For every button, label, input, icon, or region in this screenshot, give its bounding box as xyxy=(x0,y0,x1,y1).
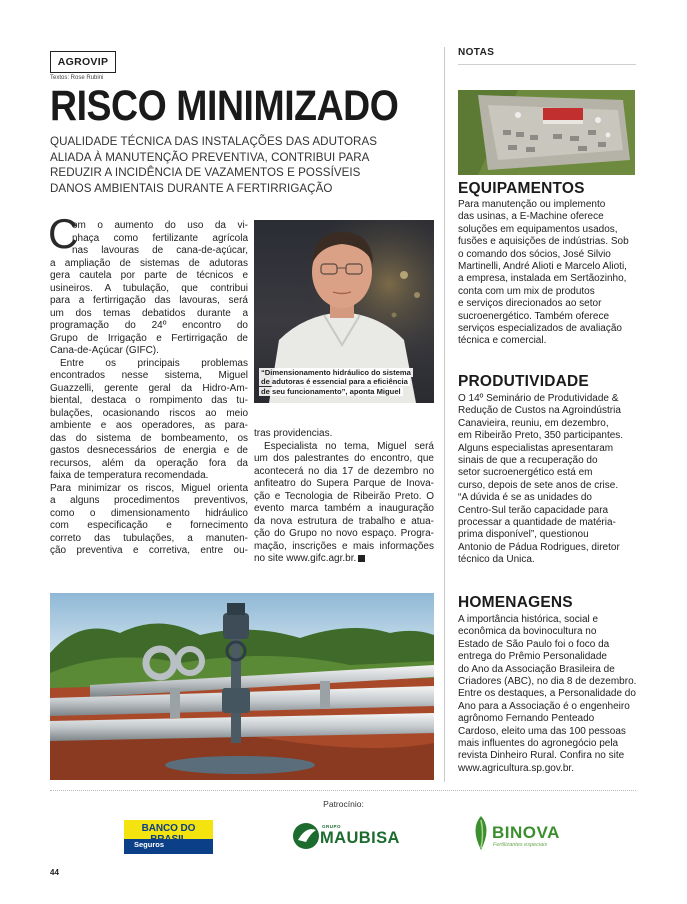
maubisa-logo xyxy=(292,820,412,854)
bb-logo-name: BANCO DO xyxy=(141,823,196,834)
body-line: nas lavouras de cana-de-açúcar, xyxy=(72,245,248,256)
note-text-homenagens xyxy=(458,614,636,775)
body-line: Cana-de-Açúcar (GIFC). xyxy=(50,345,159,356)
note-line: técnico da Unica. xyxy=(458,554,535,566)
binova-tagline: Fertilizantes especiais xyxy=(493,842,548,848)
note-line: Canavieira, reuniu, em dezembro, xyxy=(458,417,609,429)
note-line: A importância histórica, social e xyxy=(458,614,599,625)
note-line: revista Dinheiro Rural. Confira no site xyxy=(458,750,625,762)
note-line: sinais de que a recuperação do xyxy=(458,455,598,467)
body-line: Entre os principais problemas xyxy=(60,357,248,369)
body-line: Grupo de Irrigação e Fertirrigação de xyxy=(50,332,248,344)
body-line: programação do 24º encontro do xyxy=(50,320,248,331)
body-line: gastos desnecessários de energia e de xyxy=(50,445,248,456)
body-line: encontrados nesse sistema, Miguel xyxy=(50,370,248,381)
body-line: evento marca também a inauguração xyxy=(254,503,434,514)
body-line: om o aumento do uso da vi- xyxy=(72,220,248,231)
body-line: mação, inscrições e mais informações xyxy=(254,540,434,552)
body-line: Para minimizar os riscos, Miguel orienta xyxy=(50,482,248,494)
body-line: recursos, além da operação fora da xyxy=(50,457,248,469)
body-line: ção preventiva e corretiva, entre ou- xyxy=(50,545,248,556)
note-text-equipamentos xyxy=(458,199,636,348)
note-line: e serviços direcionados ao setor xyxy=(458,298,602,310)
body-line: um dos palestrantes do encontro, que xyxy=(254,453,434,464)
page-number: 44 xyxy=(50,868,59,877)
photo-caption xyxy=(259,368,433,396)
note-line: Redução de Custos na Agroindústria xyxy=(458,405,621,417)
note-line: Estado de São Paulo foi o foco da xyxy=(458,638,610,650)
caption-line: de seu funcionamento”, aponta Miguel xyxy=(261,386,401,396)
note-line: Antonio de Pádua Rodrigues, diretor xyxy=(458,541,620,553)
maubisa-leaf-icon xyxy=(292,822,320,850)
note-line: Ano para a Associação é o engenheiro xyxy=(458,700,630,712)
body-line: com especificação e fornecimento xyxy=(50,520,248,531)
note-line: conta com um mix de produtos xyxy=(458,285,595,297)
banco-do-brasil-logo xyxy=(124,820,213,854)
note-line: entrega do Prêmio Personalidade xyxy=(458,651,607,663)
note-title-equipamentos: EQUIPAMENTOS xyxy=(458,180,585,197)
article-title: RISCO MINIMIZADO xyxy=(50,82,399,130)
note-line: O 14º Seminário de Produtividade & xyxy=(458,393,619,404)
subtitle-line: REDUZIR A INCIDÊNCIA DE VAZAMENTOS E POSSÍVEIS xyxy=(50,166,361,180)
body-line xyxy=(254,553,434,566)
bb-logo-sub: Seguros xyxy=(134,840,165,849)
note-line: das usinas, a E-Machine oferece xyxy=(458,211,604,223)
body-line-text: no site www.gifc.agr.br. xyxy=(254,553,357,564)
note-line: “A dúvida é se as unidades do xyxy=(458,492,592,504)
note-line: serviços especializados de avaliação xyxy=(458,323,622,335)
body-line: bulações, ocasionando riscos ao meio xyxy=(50,407,248,419)
caption-line: “Dimensionamento hidráulico do sistema xyxy=(261,368,411,377)
note-line: curso, depois de sete anos de crise. xyxy=(458,479,619,491)
notes-divider xyxy=(458,64,636,65)
note-line: a empresa, instalada em Sertãozinho, xyxy=(458,273,627,285)
note-line: www.agricultura.sp.gov.br. xyxy=(458,762,574,774)
subtitle-line: DANOS AMBIENTAIS DURANTE A FERTIRRIGAÇÃO xyxy=(50,181,333,195)
article-subtitle xyxy=(50,134,410,196)
note-line: Entre os destaques, a Personalidade do xyxy=(458,688,636,700)
note-line: agrônomo Fernando Penteado xyxy=(458,713,595,725)
note-line: mais influentes do agronegócio pela xyxy=(458,738,619,750)
end-of-article-icon xyxy=(358,555,365,562)
body-line: Especialista no tema, Miguel será xyxy=(264,440,434,452)
body-line: Guazzelli, gerente geral da Hidro-Am- xyxy=(50,382,248,394)
footer-divider xyxy=(50,790,636,791)
binova-leaf-icon xyxy=(470,814,492,852)
note-line: técnica e comercial. xyxy=(458,335,547,347)
note-line: em Ribeirão Preto, 350 participantes. xyxy=(458,430,624,442)
note-line: prima disponível”, questionou xyxy=(458,529,589,541)
body-column-1 xyxy=(50,220,248,558)
body-line: biental, destaca o rompimento das tu- xyxy=(50,395,248,406)
body-line: das do sistema de bombeamento, os xyxy=(50,432,248,444)
body-line: como o dimensionamento hidráulico xyxy=(50,507,248,519)
subtitle-line: QUALIDADE TÉCNICA DAS INSTALAÇÕES DAS ADUTORAS xyxy=(50,135,378,148)
body-line: correto das tubulações, a manuten- xyxy=(50,532,248,544)
note-line: Centro-Sul terão capacidade para xyxy=(458,504,609,516)
maubisa-group-label: GRUPO xyxy=(322,824,342,829)
subtitle-line: ALIADA À MANUTENÇÃO PREVENTIVA, CONTRIBUI PARA xyxy=(50,150,370,164)
note-line: fusões e aquisições de indústrias. Sob xyxy=(458,236,629,248)
note-line: Criadores (ABC), no dia 8 de dezembro. xyxy=(458,676,637,688)
body-line: tras providencias. xyxy=(254,428,333,439)
body-line: nhaça como fertilizante agrícola xyxy=(72,232,248,244)
note-line: o comando dos sócios, José Silvio xyxy=(458,248,611,260)
body-line: anfiteatro do Supera Parque de Inova- xyxy=(254,478,434,489)
binova-name: BINOVA xyxy=(492,823,560,842)
note-line: soluções em equipamentos usados, xyxy=(458,223,618,235)
note-text-produtividade xyxy=(458,393,636,567)
body-line: um dos temas debatidos durante a xyxy=(50,307,248,319)
body-line: faixa de temperatura recomendada. xyxy=(50,470,209,481)
caption-line: de adutoras é essencial para a eficiência xyxy=(261,377,408,387)
note-line: Para manutenção ou implemento xyxy=(458,199,606,210)
body-line: a alguns procedimentos preventivos, xyxy=(50,495,248,506)
note-line: sucroenergético. Também oferece xyxy=(458,310,610,322)
body-line: ambiente e aos operadores, as para- xyxy=(50,420,248,431)
note-line: Alguns especialistas apresentaram xyxy=(458,442,614,454)
photo-pipeline xyxy=(50,593,434,780)
photo-aerial-yard xyxy=(458,90,635,175)
drop-cap: C xyxy=(48,210,79,257)
body-line: ção e Tecnologia de Ribeirão Preto. O xyxy=(254,490,434,502)
body-line: a ampliação de sistemas de adutoras xyxy=(50,257,248,269)
note-line: setor sucroenergético está em xyxy=(458,467,593,479)
section-tag: AGROVIP xyxy=(50,51,116,73)
note-line: processar a quantidade de matéria- xyxy=(458,517,616,529)
maubisa-name: MAUBISA xyxy=(320,829,400,847)
body-line: usineiros. A tubulação, que contribui xyxy=(50,282,248,294)
note-line: Cardoso, eleito uma das 100 pessoas xyxy=(458,725,626,737)
body-line: acontecerá no dia 17 de dezembro no xyxy=(254,465,434,477)
author-credit: Textos: Rose Rubini xyxy=(50,75,104,81)
note-line: Martinelli, André Alioti e Marcelo Alioti, xyxy=(458,261,627,273)
body-line: para a fertirrigação das lavouras, será xyxy=(50,295,248,306)
column-divider xyxy=(444,47,445,782)
body-line: gera cautela por parte de técnicos e xyxy=(50,270,248,281)
body-line: da nova estrutura de trabalho e atua- xyxy=(254,515,434,527)
body-line: ção do Grupo no novo espaço. Progra- xyxy=(254,528,434,539)
notes-label: NOTAS xyxy=(458,47,495,58)
note-line: econômica da bovinocultura no xyxy=(458,626,597,638)
binova-logo xyxy=(470,814,570,854)
note-title-produtividade: PRODUTIVIDADE xyxy=(458,373,589,390)
body-column-2 xyxy=(254,428,434,566)
note-line: do Ano da Associação Brasileira de xyxy=(458,663,615,675)
sponsor-label: Patrocínio: xyxy=(323,799,364,809)
note-title-homenagens: HOMENAGENS xyxy=(458,594,573,611)
